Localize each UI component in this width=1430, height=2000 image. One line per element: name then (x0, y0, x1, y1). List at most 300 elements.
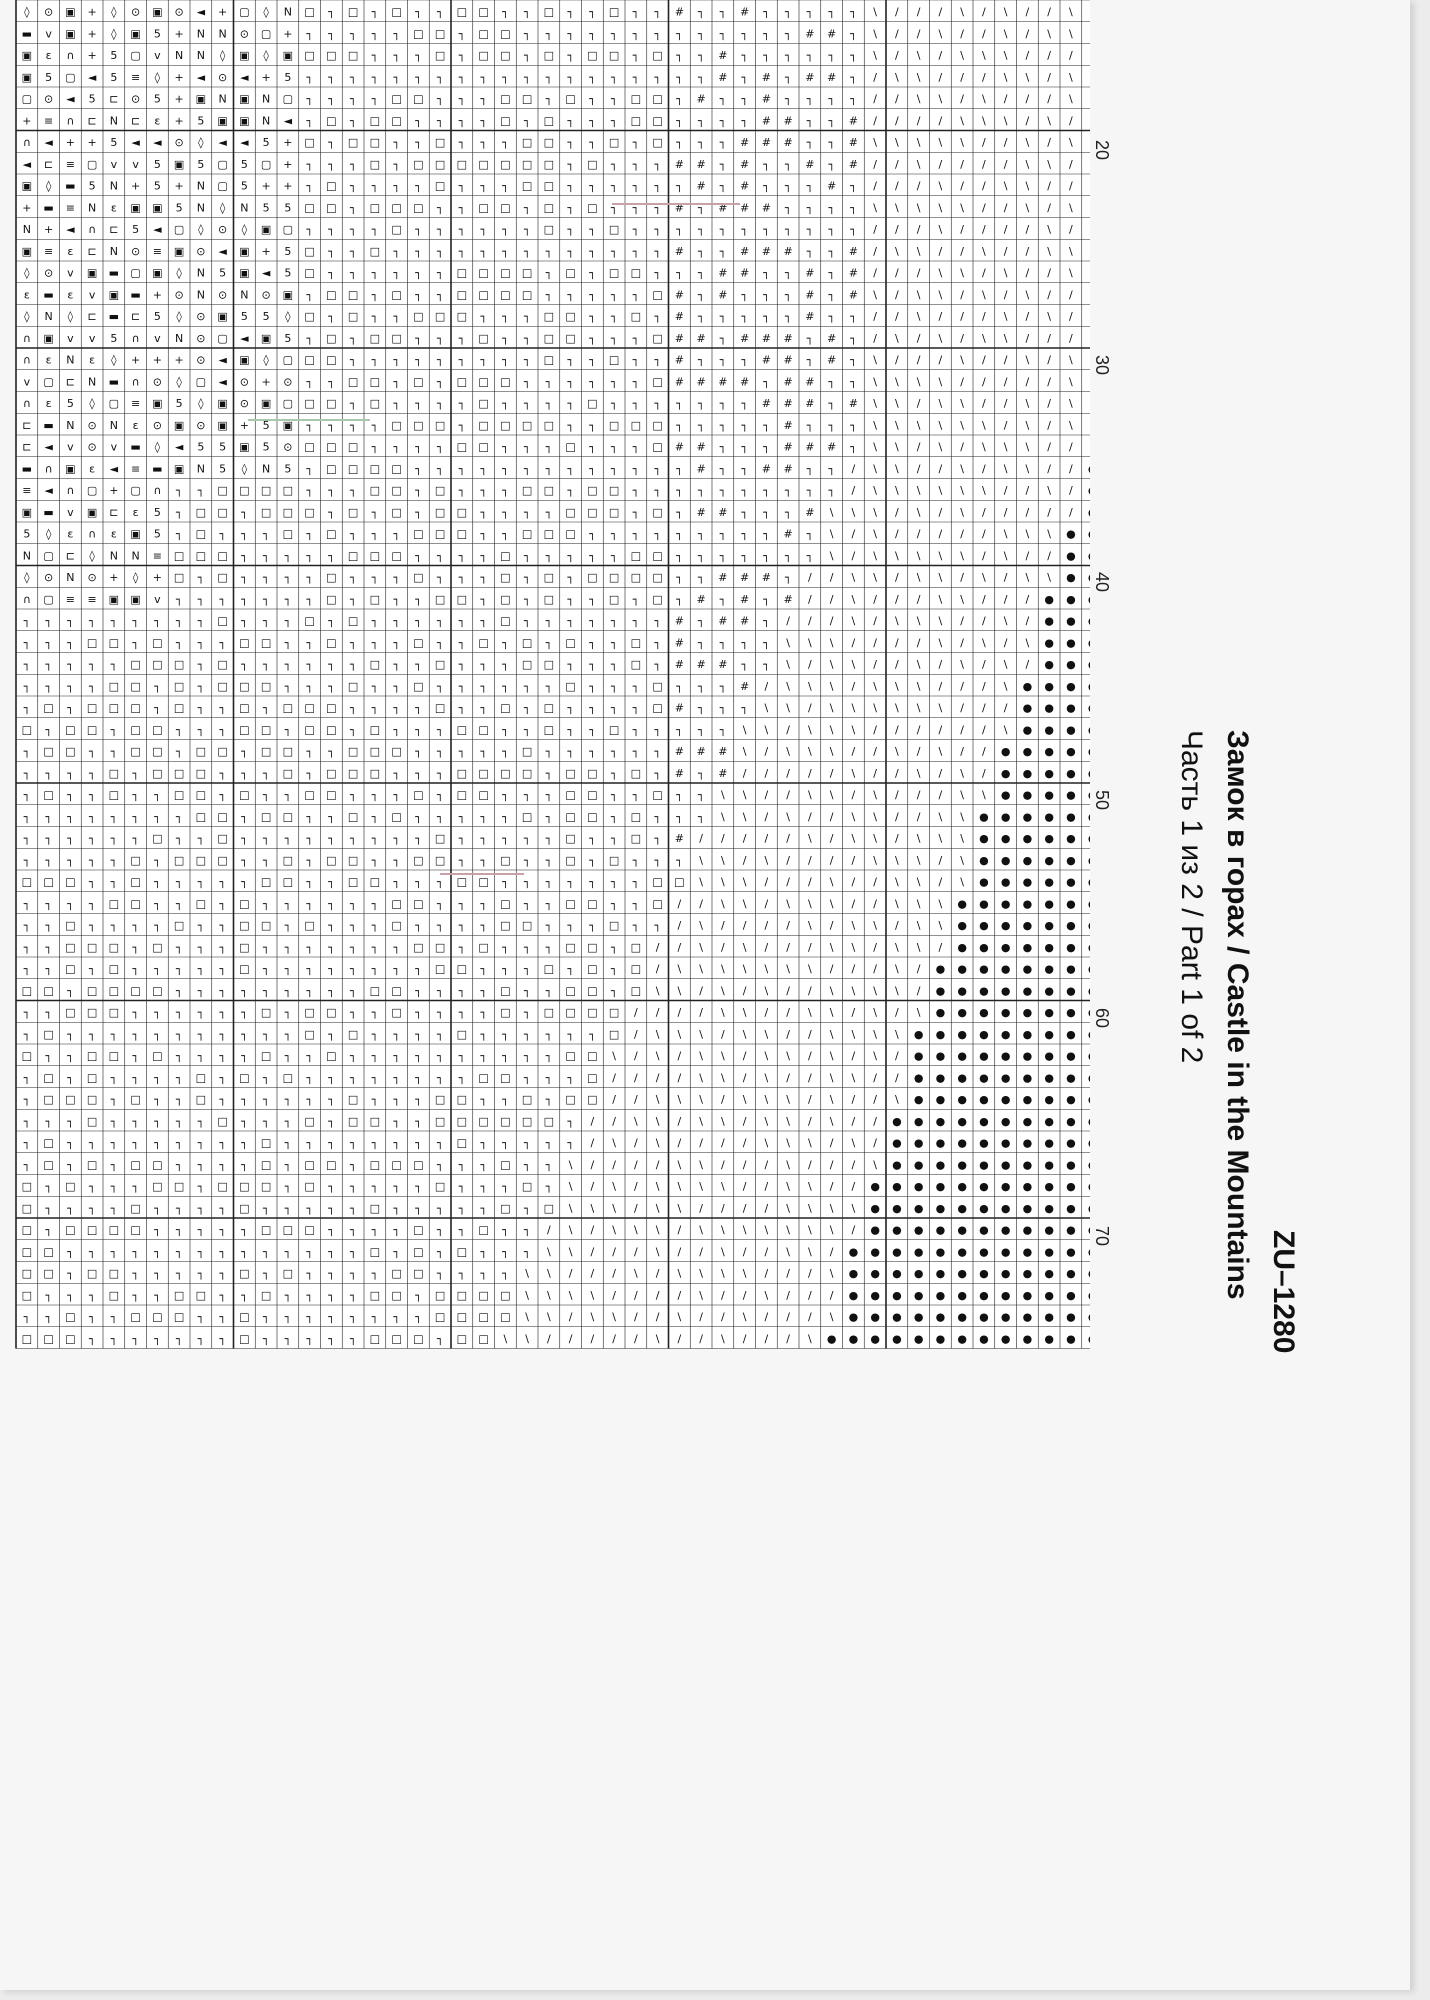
stitch-symbol: ⊏ (88, 245, 97, 258)
stitch-symbol: □ (239, 919, 249, 932)
stitch-symbol: □ (152, 767, 162, 780)
stitch-symbol: ┐ (45, 1050, 52, 1063)
stitch-symbol: / (678, 1071, 682, 1084)
stitch-symbol: □ (152, 984, 162, 997)
stitch-symbol: ▣ (152, 397, 162, 410)
stitch-symbol: ┐ (306, 288, 313, 301)
stitch-symbol: / (786, 1028, 790, 1041)
stitch-symbol: □ (152, 745, 162, 758)
stitch-symbol: □ (631, 549, 641, 562)
stitch-symbol: \ (1026, 288, 1030, 301)
stitch-symbol: \ (721, 984, 725, 997)
stitch-symbol: □ (326, 180, 336, 193)
stitch-symbol: ┐ (219, 1245, 226, 1258)
stitch-symbol: # (805, 506, 814, 519)
stitch-symbol: ┐ (89, 897, 96, 910)
stitch-symbol: ┐ (415, 288, 422, 301)
stitch-symbol: \ (569, 1245, 573, 1258)
stitch-symbol: ┐ (546, 832, 553, 845)
stitch-symbol: □ (457, 528, 467, 541)
stitch-symbol: ◊ (263, 49, 269, 62)
stitch-symbol: ● (1001, 789, 1011, 802)
stitch-symbol: ┐ (524, 1245, 531, 1258)
stitch-symbol: ┐ (480, 549, 487, 562)
stitch-symbol: □ (370, 1202, 380, 1215)
stitch-symbol: \ (743, 1006, 747, 1019)
stitch-symbol: / (917, 27, 921, 40)
stitch-symbol: \ (634, 1267, 638, 1280)
stitch-symbol: ┐ (654, 462, 661, 475)
stitch-symbol: ┐ (393, 571, 400, 584)
stitch-symbol: \ (873, 832, 877, 845)
stitch-symbol: □ (478, 1311, 488, 1324)
stitch-symbol: ● (1001, 1311, 1011, 1324)
stitch-symbol: \ (743, 1224, 747, 1237)
stitch-symbol (1088, 789, 1090, 802)
stitch-symbol: ▣ (239, 441, 249, 454)
stitch-symbol: / (591, 1267, 595, 1280)
stitch-symbol: \ (873, 549, 877, 562)
stitch-symbol: □ (413, 1245, 423, 1258)
stitch-symbol: □ (261, 723, 271, 736)
stitch-symbol: \ (852, 615, 856, 628)
stitch-symbol: ┐ (176, 810, 183, 823)
stitch-symbol: / (895, 1050, 899, 1063)
stitch-symbol: ● (1001, 832, 1011, 845)
stitch-symbol: □ (609, 571, 619, 584)
stitch-symbol: ┐ (415, 1071, 422, 1084)
stitch-symbol: □ (413, 419, 423, 432)
stitch-symbol: ∩ (66, 49, 74, 62)
stitch-symbol: ● (1066, 723, 1076, 736)
stitch-symbol: / (895, 27, 899, 40)
stitch-symbol: ≡ (131, 462, 140, 475)
stitch-symbol: ▣ (217, 419, 227, 432)
stitch-symbol: ┐ (502, 1137, 509, 1150)
stitch-symbol: \ (873, 484, 877, 497)
stitch-symbol: □ (87, 1115, 97, 1128)
stitch-symbol: □ (565, 310, 575, 323)
stitch-symbol: / (960, 375, 964, 388)
stitch-symbol: ε (24, 288, 30, 301)
stitch-symbol: ┐ (111, 723, 118, 736)
stitch-symbol: \ (895, 136, 899, 149)
stitch-symbol: □ (609, 267, 619, 280)
stitch-symbol: □ (565, 506, 575, 519)
stitch-symbol: \ (960, 419, 964, 432)
stitch-symbol: ┐ (763, 636, 770, 649)
stitch-symbol: ┐ (350, 1332, 357, 1345)
stitch-symbol: □ (217, 484, 227, 497)
stitch-symbol: □ (348, 1093, 358, 1106)
stitch-symbol: # (718, 49, 727, 62)
stitch-symbol: \ (765, 1289, 769, 1302)
stitch-symbol: □ (304, 397, 314, 410)
stitch-symbol: ┐ (850, 419, 857, 432)
stitch-symbol: ┐ (480, 897, 487, 910)
stitch-symbol: ┐ (306, 897, 313, 910)
stitch-symbol: ┐ (393, 245, 400, 258)
stitch-symbol: \ (699, 1115, 703, 1128)
stitch-symbol: □ (109, 702, 119, 715)
stitch-symbol: ┐ (654, 636, 661, 649)
stitch-symbol: ┐ (176, 897, 183, 910)
stitch-symbol: \ (982, 419, 986, 432)
stitch-symbol: ● (914, 1202, 924, 1215)
stitch-symbol: ┐ (633, 136, 640, 149)
stitch-symbol: □ (217, 810, 227, 823)
stitch-symbol: / (939, 876, 943, 889)
stitch-symbol: ┐ (524, 571, 531, 584)
stitch-symbol: □ (326, 441, 336, 454)
stitch-symbol: \ (678, 1202, 682, 1215)
stitch-symbol (1088, 1050, 1090, 1063)
stitch-symbol: □ (304, 1180, 314, 1193)
stitch-symbol: N (197, 201, 205, 214)
stitch-symbol: \ (1026, 419, 1030, 432)
stitch-symbol: ┐ (328, 745, 335, 758)
stitch-symbol: □ (130, 1311, 140, 1324)
stitch-symbol: 5 (197, 158, 204, 171)
stitch-symbol (1088, 593, 1090, 606)
stitch-symbol: / (808, 984, 812, 997)
stitch-symbol: ┐ (393, 1071, 400, 1084)
stitch-symbol: + (153, 354, 162, 367)
stitch-symbol: ⊏ (109, 93, 118, 106)
stitch-symbol: ● (957, 1028, 967, 1041)
stitch-symbol: ● (914, 1137, 924, 1150)
stitch-symbol: ┐ (698, 680, 705, 693)
stitch-symbol: □ (565, 441, 575, 454)
stitch-symbol: ┐ (828, 245, 835, 258)
stitch-symbol: ● (1001, 1006, 1011, 1019)
stitch-symbol (1088, 1224, 1090, 1237)
stitch-symbol: \ (1047, 27, 1051, 40)
stitch-symbol: ┐ (524, 941, 531, 954)
stitch-symbol: □ (217, 854, 227, 867)
stitch-symbol: ┐ (459, 919, 466, 932)
stitch-symbol: \ (917, 1006, 921, 1019)
stitch-symbol: □ (391, 419, 401, 432)
stitch-symbol: ┐ (393, 1093, 400, 1106)
stitch-symbol: \ (852, 506, 856, 519)
stitch-symbol: ┐ (328, 1093, 335, 1106)
stitch-symbol: / (939, 310, 943, 323)
stitch-symbol: ▣ (261, 332, 271, 345)
stitch-symbol: ┐ (285, 1050, 292, 1063)
stitch-symbol: ┐ (372, 1050, 379, 1063)
stitch-symbol: □ (152, 832, 162, 845)
stitch-symbol: # (805, 310, 814, 323)
stitch-symbol: □ (43, 1332, 53, 1345)
stitch-symbol: □ (326, 593, 336, 606)
stitch-symbol: □ (631, 984, 641, 997)
stitch-symbol: ┐ (611, 158, 618, 171)
stitch-symbol: ● (1023, 1224, 1033, 1237)
stitch-symbol: □ (326, 767, 336, 780)
stitch-symbol: ┐ (480, 854, 487, 867)
stitch-symbol: \ (852, 767, 856, 780)
stitch-symbol: N (110, 114, 118, 127)
stitch-symbol: ┐ (350, 571, 357, 584)
row-label-20: 20 (1091, 140, 1112, 160)
stitch-symbol: ┐ (67, 789, 74, 802)
stitch-symbol: ┐ (850, 441, 857, 454)
stitch-symbol: □ (391, 288, 401, 301)
stitch-symbol: ┐ (24, 1158, 31, 1171)
stitch-symbol: ● (1001, 1137, 1011, 1150)
stitch-symbol: N (88, 201, 96, 214)
stitch-symbol: ┐ (807, 528, 814, 541)
stitch-symbol: □ (478, 1332, 488, 1345)
stitch-symbol: □ (326, 702, 336, 715)
stitch-symbol: ┐ (524, 27, 531, 40)
stitch-symbol: ● (1044, 963, 1054, 976)
stitch-symbol: ● (936, 1245, 946, 1258)
stitch-symbol: ┐ (437, 114, 444, 127)
stitch-symbol: / (960, 180, 964, 193)
stitch-symbol: ┐ (372, 789, 379, 802)
stitch-symbol: □ (152, 1050, 162, 1063)
stitch-symbol: □ (283, 702, 293, 715)
stitch-symbol: □ (652, 419, 662, 432)
stitch-symbol: ┐ (176, 615, 183, 628)
stitch-symbol: ● (1023, 984, 1033, 997)
stitch-symbol: ε (67, 528, 73, 541)
stitch-symbol (1088, 1028, 1090, 1041)
stitch-symbol: / (743, 1115, 747, 1128)
stitch-symbol: / (634, 1006, 638, 1019)
stitch-symbol: ┐ (611, 201, 618, 214)
stitch-symbol: \ (917, 897, 921, 910)
stitch-symbol: / (830, 963, 834, 976)
stitch-symbol: □ (522, 745, 532, 758)
stitch-symbol: ┐ (198, 702, 205, 715)
stitch-symbol: ┐ (850, 354, 857, 367)
stitch-symbol: ● (892, 1202, 902, 1215)
stitch-symbol: ≡ (66, 158, 75, 171)
stitch-symbol: \ (960, 484, 964, 497)
stitch-symbol: # (697, 593, 706, 606)
stitch-symbol: □ (457, 1332, 467, 1345)
stitch-symbol: ┐ (676, 462, 683, 475)
stitch-symbol: / (612, 1267, 616, 1280)
stitch-symbol (1088, 810, 1090, 823)
stitch-symbol: □ (348, 549, 358, 562)
stitch-symbol: □ (457, 593, 467, 606)
stitch-symbol: 5 (23, 528, 30, 541)
stitch-symbol: □ (261, 876, 271, 889)
stitch-symbol: □ (196, 745, 206, 758)
stitch-symbol: ┐ (611, 832, 618, 845)
stitch-symbol: ┐ (154, 1093, 161, 1106)
stitch-symbol: ┐ (546, 789, 553, 802)
stitch-symbol: ● (1044, 941, 1054, 954)
stitch-symbol: □ (283, 876, 293, 889)
stitch-symbol (1088, 658, 1090, 671)
stitch-symbol: ▢ (43, 375, 53, 388)
stitch-symbol: ┐ (698, 136, 705, 149)
stitch-symbol: \ (830, 1267, 834, 1280)
stitch-symbol: ┐ (285, 571, 292, 584)
stitch-symbol: ● (979, 941, 989, 954)
stitch-symbol: ┐ (350, 1245, 357, 1258)
stitch-symbol: ▢ (130, 484, 140, 497)
stitch-symbol: / (873, 767, 877, 780)
stitch-symbol: v (45, 27, 52, 40)
stitch-symbol (1088, 876, 1090, 889)
stitch-symbol: ┐ (67, 1267, 74, 1280)
stitch-symbol: ┐ (611, 71, 618, 84)
stitch-symbol: \ (699, 1224, 703, 1237)
stitch-symbol: □ (609, 354, 619, 367)
stitch-symbol: / (982, 593, 986, 606)
stitch-symbol: ▣ (152, 267, 162, 280)
stitch-symbol: ┐ (154, 1289, 161, 1302)
stitch-symbol: \ (721, 897, 725, 910)
stitch-symbol: \ (960, 767, 964, 780)
stitch-symbol: ┐ (546, 897, 553, 910)
stitch-symbol: ┐ (219, 1028, 226, 1041)
stitch-symbol: ┐ (306, 375, 313, 388)
stitch-symbol: □ (261, 745, 271, 758)
stitch-symbol: \ (1069, 27, 1073, 40)
stitch-symbol: + (175, 93, 184, 106)
stitch-symbol: ┐ (676, 484, 683, 497)
stitch-symbol: ┐ (611, 789, 618, 802)
stitch-symbol: □ (500, 615, 510, 628)
stitch-symbol: □ (587, 1093, 597, 1106)
stitch-symbol: \ (699, 919, 703, 932)
stitch-symbol: ┐ (654, 310, 661, 323)
stitch-symbol: ● (1066, 810, 1076, 823)
stitch-symbol: ● (936, 1332, 946, 1345)
stitch-symbol: ┐ (24, 897, 31, 910)
stitch-symbol: □ (631, 941, 641, 954)
stitch-symbol: ◄ (218, 375, 227, 388)
stitch-symbol: ┐ (393, 658, 400, 671)
stitch-symbol: ┐ (154, 1071, 161, 1084)
stitch-symbol: ┐ (393, 136, 400, 149)
stitch-symbol: ┐ (306, 832, 313, 845)
stitch-symbol: # (718, 375, 727, 388)
stitch-symbol: ┐ (372, 1137, 379, 1150)
stitch-symbol: # (762, 71, 771, 84)
stitch-symbol: ┐ (437, 1006, 444, 1019)
stitch-symbol: \ (873, 354, 877, 367)
stitch-symbol: ┐ (415, 1050, 422, 1063)
stitch-symbol: / (808, 876, 812, 889)
stitch-symbol: ┐ (198, 876, 205, 889)
stitch-symbol: ● (1023, 941, 1033, 954)
stitch-symbol: ● (1001, 1267, 1011, 1280)
stitch-symbol: ┐ (459, 636, 466, 649)
stitch-symbol: ┐ (219, 1050, 226, 1063)
stitch-symbol: ┐ (176, 1332, 183, 1345)
stitch-symbol: □ (587, 810, 597, 823)
stitch-symbol: \ (939, 332, 943, 345)
stitch-symbol: ┐ (546, 71, 553, 84)
stitch-symbol: ┐ (763, 528, 770, 541)
stitch-symbol: □ (370, 397, 380, 410)
stitch-symbol: ┐ (241, 658, 248, 671)
stitch-symbol: / (808, 1115, 812, 1128)
stitch-symbol: / (678, 1006, 682, 1019)
stitch-symbol: ● (1001, 1332, 1011, 1345)
stitch-symbol: \ (895, 332, 899, 345)
stitch-symbol: ┐ (67, 984, 74, 997)
stitch-symbol: ┐ (45, 658, 52, 671)
stitch-symbol: / (982, 136, 986, 149)
stitch-symbol: \ (830, 1115, 834, 1128)
stitch-symbol: □ (65, 876, 75, 889)
stitch-symbol: ┐ (350, 941, 357, 954)
stitch-symbol: 5 (110, 71, 117, 84)
stitch-symbol: ┐ (154, 810, 161, 823)
stitch-symbol: ● (1066, 963, 1076, 976)
stitch-symbol: □ (478, 767, 488, 780)
stitch-symbol: \ (917, 702, 921, 715)
stitch-symbol: □ (544, 223, 554, 236)
stitch-symbol: ◄ (240, 71, 249, 84)
stitch-symbol: ┐ (393, 158, 400, 171)
stitch-symbol: ┐ (176, 1158, 183, 1171)
stitch-symbol: ┐ (524, 1006, 531, 1019)
stitch-symbol: / (1047, 267, 1051, 280)
stitch-symbol: ┐ (459, 941, 466, 954)
stitch-symbol: ┐ (480, 571, 487, 584)
stitch-symbol: ┐ (89, 745, 96, 758)
stitch-symbol: + (88, 136, 97, 149)
stitch-symbol: ┐ (546, 375, 553, 388)
stitch-symbol: ┐ (306, 1093, 313, 1106)
stitch-symbol: □ (500, 288, 510, 301)
stitch-symbol: / (1047, 136, 1051, 149)
stitch-symbol: ┐ (589, 876, 596, 889)
stitch-symbol: ┐ (328, 876, 335, 889)
stitch-symbol: ● (1044, 658, 1054, 671)
stitch-symbol: □ (22, 984, 32, 997)
stitch-symbol: ┐ (24, 1115, 31, 1128)
stitch-symbol: \ (830, 1224, 834, 1237)
stitch-symbol: \ (612, 1224, 616, 1237)
stitch-symbol: ┐ (524, 832, 531, 845)
stitch-symbol: \ (1069, 6, 1073, 19)
stitch-symbol: ┐ (807, 549, 814, 562)
stitch-symbol: ┐ (741, 354, 748, 367)
stitch-symbol: ┐ (676, 223, 683, 236)
stitch-symbol: ┐ (350, 180, 357, 193)
stitch-symbol: ● (936, 1050, 946, 1063)
stitch-symbol: □ (522, 636, 532, 649)
stitch-symbol: ┐ (415, 267, 422, 280)
stitch-symbol: ┐ (589, 441, 596, 454)
stitch-symbol: ┐ (111, 1028, 118, 1041)
stitch-symbol: / (765, 1158, 769, 1171)
stitch-symbol: / (939, 941, 943, 954)
stitch-symbol: ┐ (415, 1093, 422, 1106)
stitch-symbol: ┐ (198, 1115, 205, 1128)
stitch-symbol: □ (457, 876, 467, 889)
stitch-symbol: \ (678, 1028, 682, 1041)
stitch-symbol: □ (326, 1006, 336, 1019)
stitch-symbol: ┐ (415, 441, 422, 454)
stitch-symbol: □ (522, 136, 532, 149)
stitch-symbol: □ (544, 484, 554, 497)
stitch-symbol: □ (304, 310, 314, 323)
stitch-symbol: □ (587, 1050, 597, 1063)
stitch-symbol: ┐ (480, 1050, 487, 1063)
